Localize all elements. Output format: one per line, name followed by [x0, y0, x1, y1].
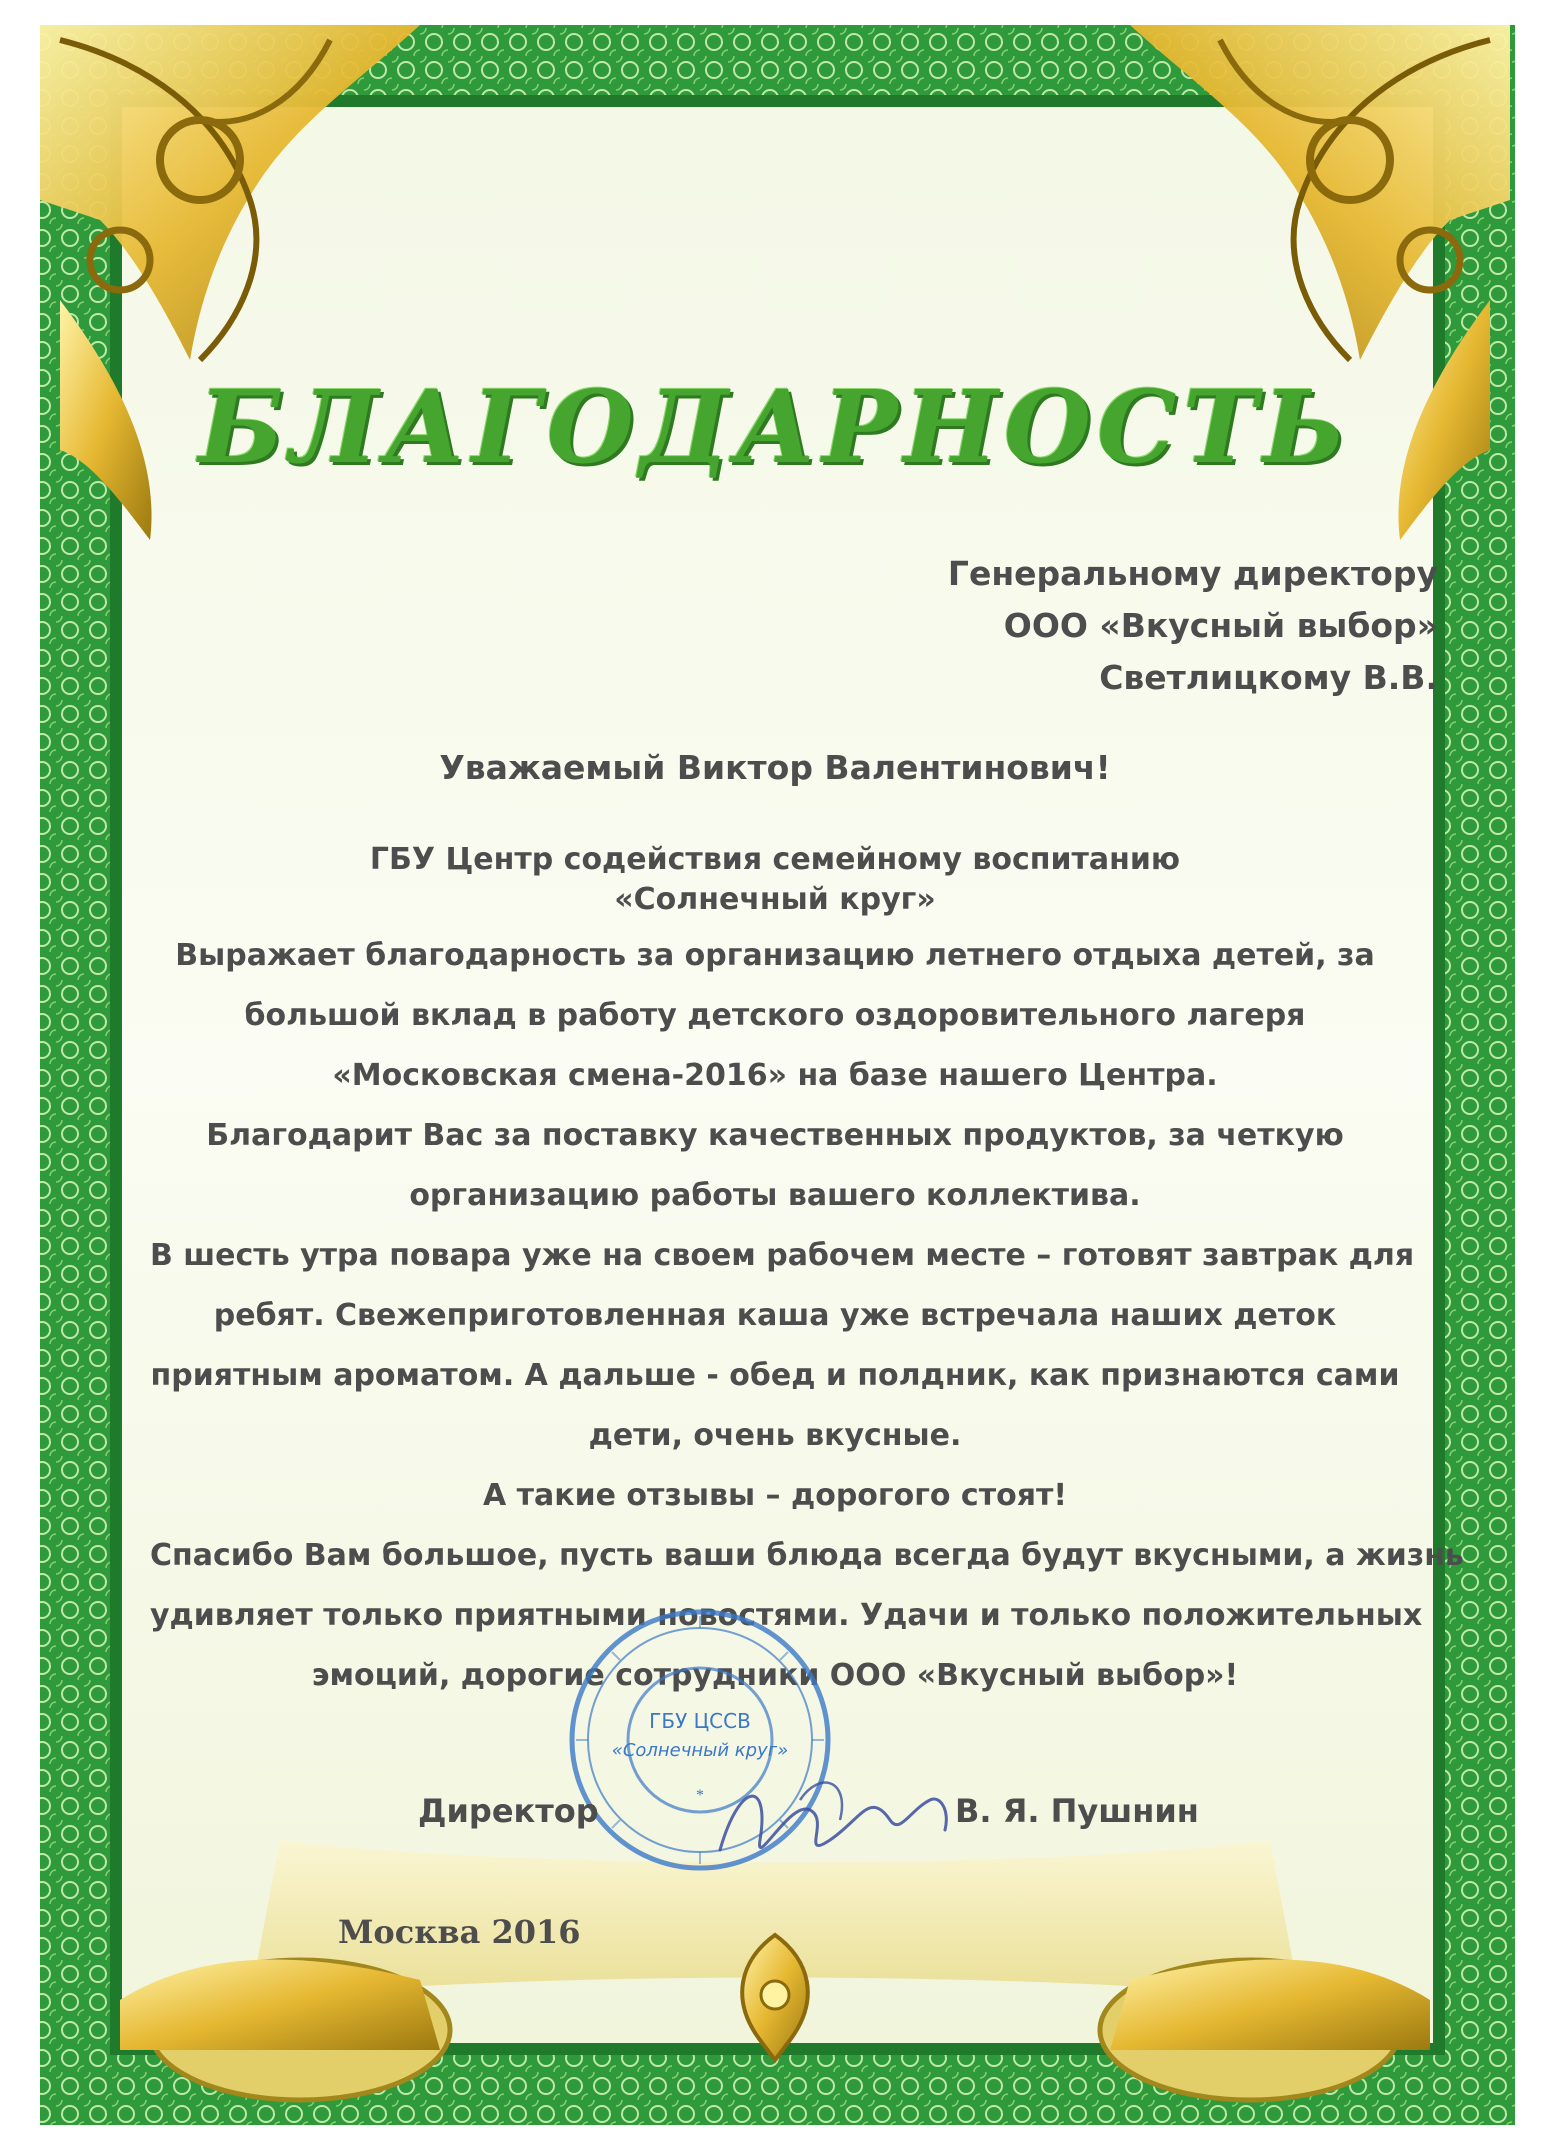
body-line: А такие отзывы – дорогого стоят! — [482, 1478, 1068, 1513]
body-line: большой вклад в работу детского оздоровительного лагеря — [244, 998, 1306, 1033]
stamp-line-2: «Солнечный круг» — [611, 1740, 789, 1761]
stamp-line-1: ГБУ ЦССВ — [649, 1709, 751, 1733]
body-line: приятным ароматом. А дальше - обед и полдник, как признаются сами — [150, 1358, 1400, 1393]
salutation: Уважаемый Виктор Валентинович! — [439, 748, 1111, 787]
director-name: В. Я. Пушнин — [955, 1792, 1199, 1830]
body-line: удивляет только приятными новостями. Удачи и только положительных — [150, 1598, 1423, 1633]
document-title: БЛАГОДАРНОСТЬ — [198, 368, 1352, 486]
body-line: В шесть утра повара уже на своем рабочем месте – готовят завтрак для — [150, 1238, 1415, 1273]
addressee-line: Генеральному директору — [947, 554, 1438, 593]
body-line: Благодарит Вас за поставку качественных продуктов, за четкую — [206, 1118, 1344, 1153]
body-line: эмоций, дорогие сотрудники ООО «Вкусный выбор»! — [311, 1658, 1239, 1693]
body-line: дети, очень вкусные. — [588, 1418, 962, 1453]
handwritten-signature — [700, 1760, 960, 1880]
director-label: Директор — [418, 1792, 599, 1830]
body-line: ребят. Свежеприготовленная каша уже встречала наших деток — [213, 1298, 1337, 1333]
body-line: Спасибо Вам большое, пусть ваши блюда всегда будут вкусными, а жизнь — [150, 1538, 1464, 1573]
body-line: Выражает благодарность за организацию летнего отдыха детей, за — [175, 938, 1375, 973]
body-line: «Солнечный круг» — [614, 882, 936, 917]
letter-body — [150, 830, 1464, 1706]
body-line: ГБУ Центр содействия семейному воспитанию — [369, 842, 1181, 877]
addressee-line: Светлицкому В.В. — [1099, 658, 1438, 697]
svg-text:*: * — [696, 1787, 704, 1804]
addressee-line: ООО «Вкусный выбор» — [1003, 606, 1438, 645]
place-and-year: Москва 2016 — [338, 1913, 581, 1951]
body-line: организацию работы вашего коллектива. — [409, 1178, 1141, 1213]
addressee-block — [948, 548, 1438, 704]
body-line: «Московская смена-2016» на базе нашего Центра. — [332, 1058, 1218, 1093]
